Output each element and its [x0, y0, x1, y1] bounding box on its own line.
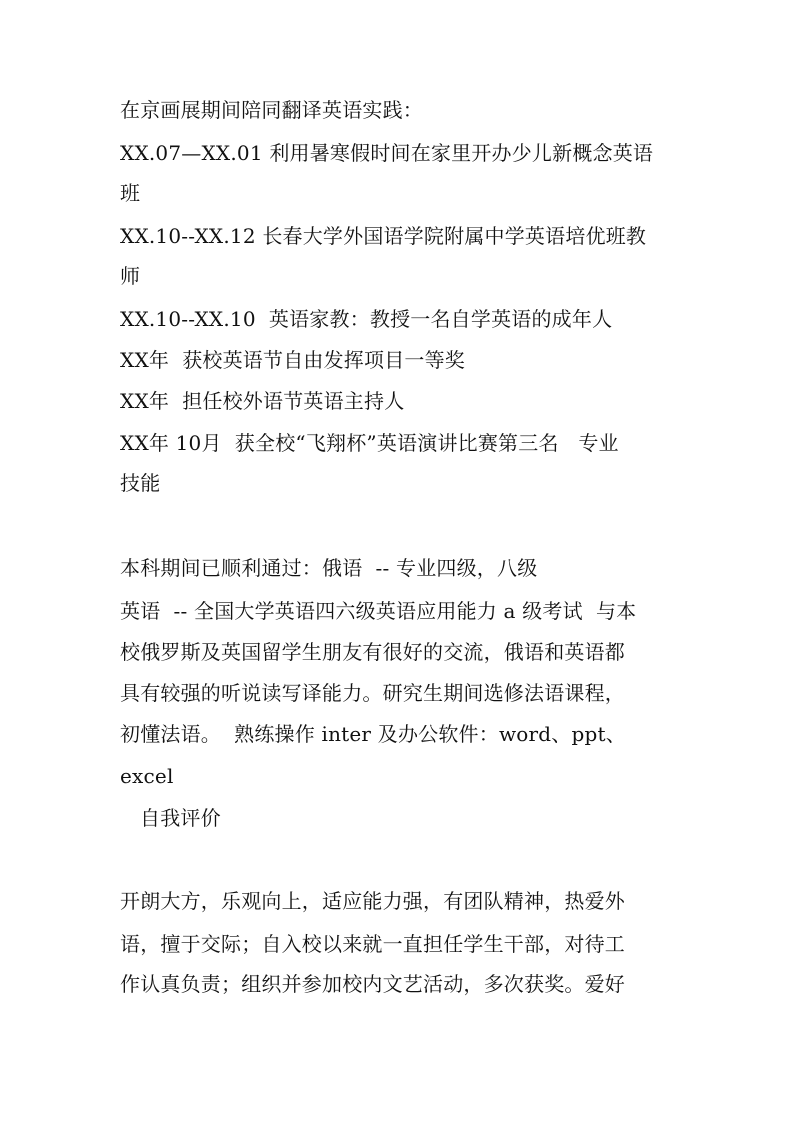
text-line-9: XX年 10月 获全校“飞翔杯”英语演讲比赛第三名 专业: [120, 431, 619, 455]
text-line-20: 作认真负责；组织并参加校内文艺活动，多次获奖。爱好: [120, 972, 625, 996]
text-line-10: 技能: [120, 471, 161, 495]
text-line-6: XX.10--XX.10 英语家教：教授一名自学英语的成年人: [120, 307, 613, 331]
text-line-3: 班: [120, 181, 141, 205]
text-line-12: 英语 -- 全国大学英语四六级英语应用能力 a 级考试 与本: [120, 599, 637, 623]
text-line-16: excel: [120, 764, 174, 788]
text-line-2: XX.07—XX.01 利用暑寒假时间在家里开办少儿新概念英语: [120, 141, 654, 165]
text-line-19: 语，擅于交际；自入校以来就一直担任学生干部，对待工: [120, 932, 625, 956]
text-line-15: 初懂法语。 熟练操作 inter 及办公软件：word、ppt、: [120, 722, 626, 746]
text-line-8: XX年 担任校外语节英语主持人: [120, 389, 405, 413]
text-line-11: 本科期间已顺利通过：俄语 -- 专业四级，八级: [120, 556, 538, 580]
text-line-1: 在京画展期间陪同翻译英语实践：: [120, 98, 423, 122]
text-line-14: 具有较强的听说读写译能力。研究生期间选修法语课程，: [120, 681, 625, 705]
text-line-7: XX年 获校英语节自由发挥项目一等奖: [120, 348, 465, 372]
section-heading-self-evaluation: 自我评价: [140, 806, 221, 830]
text-line-4: XX.10--XX.12 长春大学外国语学院附属中学英语培优班教: [120, 224, 647, 248]
text-line-18: 开朗大方，乐观向上，适应能力强，有团队精神，热爱外: [120, 889, 625, 913]
text-line-13: 校俄罗斯及英国留学生朋友有很好的交流，俄语和英语都: [120, 640, 625, 664]
text-line-5: 师: [120, 264, 141, 288]
